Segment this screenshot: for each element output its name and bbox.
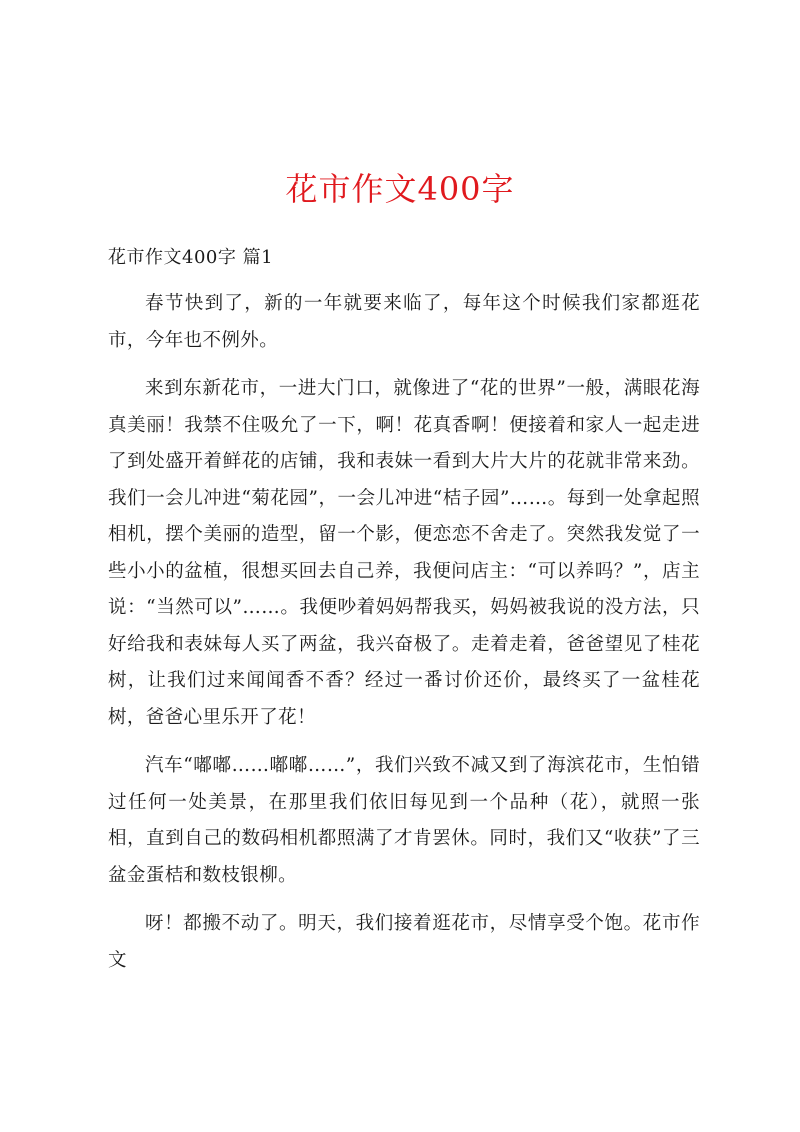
paragraph: 汽车“嘟嘟……嘟嘟……”，我们兴致不减又到了海滨花市，生怕错过任何一处美景，在那里我们依旧每见到一个品种（花），就照一张相，直到自己的数码相机都照满了才肯罢休。同时，我们又“收获”了三盆金蛋桔和数枝银柳。	[108, 755, 700, 886]
paragraph: 春节快到了，新的一年就要来临了，每年这个时候我们家都逛花市，今年也不例外。	[108, 293, 700, 351]
paragraph: 呀！都搬不动了。明天，我们接着逛花市，尽情享受个饱。花市作文	[108, 913, 700, 971]
document-body	[108, 286, 700, 991]
paragraph: 来到东新花市，一进大门口，就像进了“花的世界”一般，满眼花海真美丽！我禁不住吸允了一下，啊！花真香啊！便接着和家人一起走进了到处盛开着鲜花的店铺，我和表妹一看到大片大片的花就非常来劲。我们一会儿冲进“菊花园”，一会儿冲进“桔子园”……。每到一处拿起照相机，摆个美丽的造型，留一个影，便恋恋不舍走了。突然我发觉了一些小小的盆植，很想买回去自己养，我便问店主：“可以养吗？”，店主说：“当然可以”……。我便吵着妈妈帮我买，妈妈被我说的没方法，只好给我和表妹每人买了两盆，我兴奋极了。走着走着，爸爸望见了桂花树，让我们过来闻闻香不香？经过一番讨价还价，最终买了一盆桂花树，爸爸心里乐开了花！	[108, 378, 700, 728]
document-title: 花市作文400字	[285, 170, 515, 208]
section-heading: 花市作文400字 篇1	[108, 247, 274, 268]
